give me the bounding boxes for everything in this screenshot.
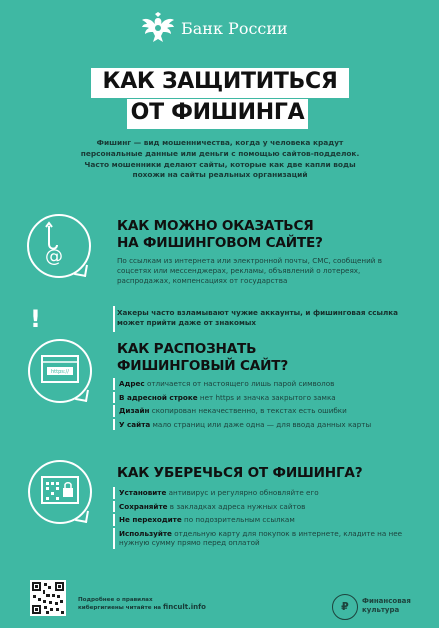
- list-item-text: мало страниц или даже одна — для ввода данных карты: [150, 419, 372, 429]
- list-item-bold: В адресной строке: [119, 392, 198, 402]
- qr-code[interactable]: [30, 580, 66, 616]
- ruble-logo-icon: ₽: [332, 594, 358, 620]
- intro-text: [40, 138, 400, 181]
- warning-exclamation-icon: !: [30, 305, 41, 333]
- phishing-hook-icon: [27, 214, 91, 278]
- fincult-link[interactable]: fincult.info: [163, 603, 206, 612]
- section-1-title: [117, 218, 323, 252]
- list-item: [113, 392, 403, 404]
- list-item: [113, 487, 403, 499]
- list-item-bold: Дизайн: [119, 406, 150, 416]
- secure-screen-icon: [28, 460, 92, 524]
- list-item: [113, 419, 403, 431]
- section-2-title-line-2: ФИШИНГОВЫЙ САЙТ?: [117, 358, 289, 374]
- list-item-bold: Не переходите: [119, 515, 182, 525]
- section-1-title-line-2: НА ФИШИНГОВОМ САЙТЕ?: [117, 235, 323, 251]
- header: [0, 8, 439, 50]
- section-3-title: КАК УБЕРЕЧЬСЯ ОТ ФИШИНГА?: [117, 465, 363, 481]
- url-text: https://: [51, 369, 69, 375]
- list-item-bold: Установите: [119, 488, 167, 497]
- list-item-text: нет https и значка закрытого замка: [197, 392, 336, 402]
- list-item: [113, 405, 403, 417]
- list-item: [113, 528, 403, 549]
- intro-line: Фишинг — вид мошенничества, когда у человека крадут: [96, 138, 344, 147]
- financial-culture-logo-text: [362, 597, 422, 614]
- list-item-bold: Сохраняйте: [119, 501, 168, 511]
- list-item-bold: Используйте: [119, 528, 172, 538]
- section-2-list: [113, 378, 403, 432]
- list-item: [113, 378, 403, 390]
- list-item-bold: У сайта: [119, 419, 151, 429]
- browser-window-icon: [28, 339, 92, 403]
- section-1-warning: Хакеры часто взламывают чужие аккаунты, и фишинговая ссылка может прийти даже от знакомых: [117, 308, 398, 327]
- double-headed-eagle-emblem: [141, 12, 175, 44]
- list-item-text: антивирус и регулярно обновляйте его: [166, 488, 319, 497]
- section-2-title: [117, 341, 288, 375]
- intro-line: персональные данные или деньги с помощью сайтов-подделок.: [80, 148, 360, 158]
- svg-text:@: @: [45, 246, 63, 267]
- fk-line-2: культура: [362, 605, 400, 614]
- page-title-line-2: ОТ ФИШИНГА: [127, 99, 308, 129]
- list-item-text: в закладках адреса нужных сайтов: [167, 501, 306, 511]
- fk-line-1: Финансовая: [362, 597, 411, 605]
- footer-more-line-2: кибергигиены читайте на: [78, 605, 162, 612]
- page-title-line-1: КАК ЗАЩИТИТЬСЯ: [91, 68, 349, 98]
- list-item: [113, 514, 403, 526]
- list-item-text: скопирован некачественно, в текстах есть ошибки: [149, 406, 347, 416]
- footer-more-info: [78, 597, 238, 612]
- intro-line: Часто мошенники делают сайты, которые как две капли воды: [84, 159, 356, 169]
- bank-name: Банк России: [181, 19, 288, 38]
- section-3-list: [113, 487, 403, 551]
- list-item-bold: Адрес: [119, 379, 145, 388]
- list-item-text: по подозрительным ссылкам: [181, 515, 295, 525]
- warning-bar: [113, 306, 115, 332]
- footer-more-line-1: Подробнее о правилах: [78, 597, 153, 603]
- section-2-title-line-1: КАК РАСПОЗНАТЬ: [117, 341, 257, 357]
- list-item-text: отдельную карту для покупок в интернете, кладите на нее нужную сумму прямо перед оплатой: [119, 528, 403, 548]
- intro-line: похожи на сайты реальных организаций: [132, 170, 308, 180]
- section-1-paragraph: По ссылкам из интернета или электронной почты, СМС, сообщений в соцсетях или мессенджерах, рекламы, объявлений о лотереях, распродажах, компенсациях от государства: [117, 256, 382, 285]
- section-1-title-line-1: КАК МОЖНО ОКАЗАТЬСЯ: [117, 218, 314, 234]
- list-item: [113, 501, 403, 513]
- list-item-text: отличается от настоящего лишь парой символов: [144, 379, 335, 388]
